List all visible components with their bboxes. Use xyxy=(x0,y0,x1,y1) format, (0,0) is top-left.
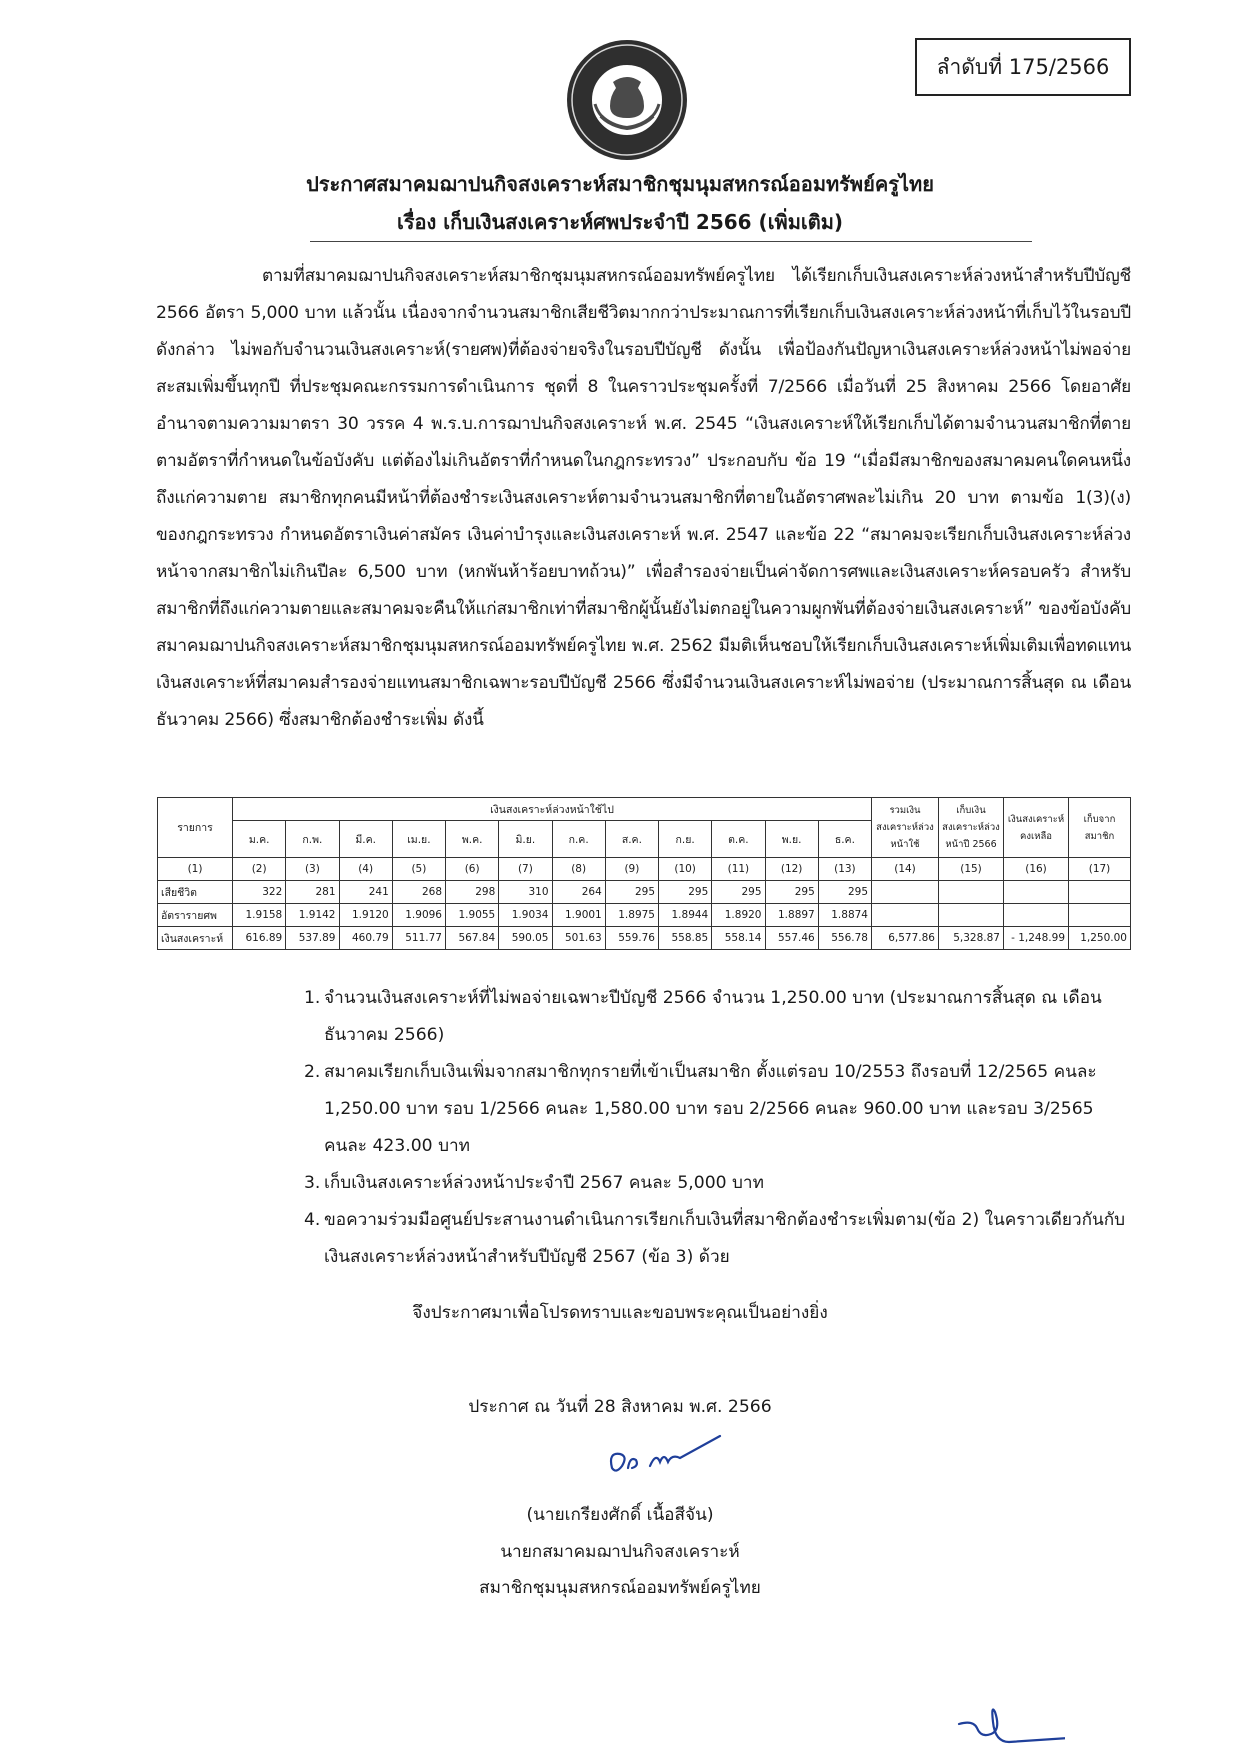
row-label: เสียชีวิต xyxy=(158,881,233,904)
row-value: 460.79 xyxy=(339,927,392,950)
month-header: ก.ค. xyxy=(552,821,605,858)
column-number: (5) xyxy=(392,858,445,881)
row-remaining xyxy=(1004,904,1069,927)
resolution-item xyxy=(296,1165,1136,1202)
row-from-members xyxy=(1069,881,1131,904)
month-header: เม.ย. xyxy=(392,821,445,858)
row-value: 1.8975 xyxy=(605,904,658,927)
month-header: มิ.ย. xyxy=(499,821,552,858)
row-value: 1.8897 xyxy=(765,904,818,927)
row-collected xyxy=(939,904,1004,927)
item-text: จำนวนเงินสงเคราะห์ที่ไม่พอจ่ายเฉพาะปีบัญชี 2566 จำนวน 1,250.00 บาท (ประมาณการสิ้นสุด ณ เดือนธันวาคม 2566) xyxy=(324,988,1102,1045)
row-label: อัตรารายศพ xyxy=(158,904,233,927)
announcement-subject: เรื่อง เก็บเงินสงเคราะห์ศพประจำปี 2566 (เพิ่มเติม) xyxy=(396,210,844,234)
header-total-used: รวมเงินสงเคราะห์ล่วงหน้าใช้ xyxy=(872,798,939,858)
announcement-title: ประกาศสมาคมฌาปนกิจสงเคราะห์สมาชิกชุมนุมสหกรณ์ออมทรัพย์ครูไทย xyxy=(306,172,934,196)
sequence-number: ลำดับที่ 175/2566 xyxy=(936,54,1110,79)
resolution-items xyxy=(296,980,1136,1276)
row-collected xyxy=(939,881,1004,904)
closing-statement: จึงประกาศมาเพื่อโปรดทราบและขอบพระคุณเป็นอย่างยิ่ง xyxy=(412,1303,828,1323)
column-number: (15) xyxy=(939,858,1004,881)
month-header: ธ.ค. xyxy=(818,821,871,858)
header-item: รายการ xyxy=(158,798,233,858)
row-value: 590.05 xyxy=(499,927,552,950)
column-number: (4) xyxy=(339,858,392,881)
row-value: 295 xyxy=(818,881,871,904)
item-number: 2. xyxy=(304,1062,321,1082)
signatory-name: (นายเกรียงศักดิ์ เนื้อสีจัน) xyxy=(526,1505,714,1525)
column-number: (13) xyxy=(818,858,871,881)
body-paragraph: ตามที่สมาคมฌาปนกิจสงเคราะห์สมาชิกชุมนุมสหกรณ์ออมทรัพย์ครูไทย ได้เรียกเก็บเงินสงเคราะห์ล่วงหน้าสำหรับปีบัญชี 2566 อัตรา 5,000 บาท แล้วนั้น เนื่องจากจำนวนสมาชิกเสียชีวิตมากกว่าประมาณการที่เรียกเก็บเงินสงเคราะห์ล่วงหน้าที่เก็บไว้ในรอบปีดังกล่าว ไม่พอกับจำนวนเงินสงเคราะห์(รายศพ)ที่ต้องจ่ายจริงในรอบปีบัญชี ดังนั้น เพื่อป้องกันปัญหาเงินสงเคราะห์ล่วงหน้าไม่พอจ่ายสะสมเพิ่มขึ้นทุกปี ที่ประชุมคณะกรรมการดำเนินการ ชุดที่ 8 ในคราวประชุมครั้งที่ 7/2566 เมื่อวันที่ 25 สิงหาคม 2566 โดยอาศัยอำนาจตามความมาตรา 30 วรรค 4 พ.ร.บ.การฌาปนกิจสงเคราะห์ พ.ศ. 2545 “เงินสงเคราะห์ให้เรียกเก็บได้ตามจำนวนสมาชิกที่ตายตามอัตราที่กำหนดในข้อบังคับ แต่ต้องไม่เกินอัตราที่กำหนดในกฎกระทรวง” ประกอบกับ ข้อ 19 “เมื่อมีสมาชิกของสมาคมคนใดคนหนึ่งถึงแก่ความตาย สมาชิกทุกคนมีหน้าที่ต้องชำระเงินสงเคราะห์ตามจำนวนสมาชิกที่ตายในอัตราศพละไม่เกิน 20 บาท ตามข้อ 1(3)(ง) ของกฎกระทรวง กำหนดอัตราเงินค่าสมัคร เงินค่าบำรุงและเงินสงเคราะห์ พ.ศ. 2547 และข้อ 22 “สมาคมจะเรียกเก็บเงินสงเคราะห์ล่วงหน้าจากสมาชิกไม่เกินปีละ 6,500 บาท (หกพันห้าร้อยบาทถ้วน)” เพื่อสำรองจ่ายเป็นค่าจัดการศพและเงินสงเคราะห์ครอบครัว สำหรับสมาชิกที่ถึงแก่ความตายและสมาคมจะคืนให้แก่สมาชิกเท่าที่สมาชิกผู้นั้นยังไม่ตกอยู่ในความผูกพันที่ต้องจ่ายเงินสงเคราะห์” ของข้อบังคับสมาคมฌาปนกิจสงเคราะห์สมาชิกชุมนุมสหกรณ์ออมทรัพย์ครูไทย พ.ศ. 2562 มีมติเห็นชอบให้เรียกเก็บเงินสงเคราะห์เพิ่มเติมเพื่อทดแทนเงินสงเคราะห์ที่สมาคมสำรองจ่ายแทนสมาชิกเฉพาะรอบปีบัญชี 2566 ซึ่งมีจำนวนเงินสงเคราะห์ไม่พอจ่าย (ประมาณการสิ้นสุด ณ เดือนธันวาคม 2566) ซึ่งสมาชิกต้องชำระเพิ่ม ดังนี้ xyxy=(156,266,1131,730)
header-from-members: เก็บจากสมาชิก xyxy=(1069,798,1131,858)
column-number: (16) xyxy=(1004,858,1069,881)
announcement-date: ประกาศ ณ วันที่ 28 สิงหาคม พ.ศ. 2566 xyxy=(468,1397,772,1417)
column-number: (14) xyxy=(872,858,939,881)
row-value: 322 xyxy=(233,881,286,904)
month-header: ต.ค. xyxy=(712,821,765,858)
row-value: 511.77 xyxy=(392,927,445,950)
month-header: มี.ค. xyxy=(339,821,392,858)
table-header-row xyxy=(158,798,1131,821)
row-value: 1.9120 xyxy=(339,904,392,927)
resolution-item xyxy=(296,1054,1136,1165)
signatory-position: นายกสมาคมฌาปนกิจสงเคราะห์ xyxy=(500,1542,740,1562)
item-number: 3. xyxy=(304,1173,321,1193)
row-value: 1.8944 xyxy=(659,904,712,927)
item-text: ขอความร่วมมือศูนย์ประสานงานดำเนินการเรียกเก็บเงินที่สมาชิกต้องชำระเพิ่มตาม(ข้อ 2) ในคราวเดียวกันกับเงินสงเคราะห์ล่วงหน้าสำหรับปีบัญชี 2567 (ข้อ 3) ด้วย xyxy=(324,1210,1126,1267)
row-value: 556.78 xyxy=(818,927,871,950)
row-value: 1.9158 xyxy=(233,904,286,927)
month-header: พ.ค. xyxy=(446,821,499,858)
table-row xyxy=(158,881,1131,904)
column-number: (1) xyxy=(158,858,233,881)
row-value: 1.9142 xyxy=(286,904,339,927)
table-row xyxy=(158,927,1131,950)
row-value: 298 xyxy=(446,881,499,904)
column-number: (9) xyxy=(605,858,658,881)
row-value: 295 xyxy=(605,881,658,904)
row-collected: 5,328.87 xyxy=(939,927,1004,950)
item-text: สมาคมเรียกเก็บเงินเพิ่มจากสมาชิกทุกรายที่เข้าเป็นสมาชิก ตั้งแต่รอบ 10/2553 ถึงรอบที่ 12/2565 คนละ 1,250.00 บาท รอบ 1/2566 คนละ 1,580.00 บาท รอบ 2/2566 คนละ 960.00 บาท และรอบ 3/2565 คนละ 423.00 บาท xyxy=(324,1062,1097,1156)
row-label: เงินสงเคราะห์ xyxy=(158,927,233,950)
row-value: 1.9096 xyxy=(392,904,445,927)
row-value: 268 xyxy=(392,881,445,904)
row-value: 616.89 xyxy=(233,927,286,950)
column-number: (10) xyxy=(659,858,712,881)
table-column-numbers xyxy=(158,858,1131,881)
row-value: 295 xyxy=(712,881,765,904)
row-value: 501.63 xyxy=(552,927,605,950)
resolution-item xyxy=(296,1202,1136,1276)
column-number: (2) xyxy=(233,858,286,881)
column-number: (12) xyxy=(765,858,818,881)
row-value: 558.85 xyxy=(659,927,712,950)
column-number: (17) xyxy=(1069,858,1131,881)
column-number: (3) xyxy=(286,858,339,881)
signatory-organization: สมาชิกชุมนุมสหกรณ์ออมทรัพย์ครูไทย xyxy=(479,1578,761,1598)
row-value: 241 xyxy=(339,881,392,904)
row-remaining xyxy=(1004,881,1069,904)
header-remaining: เงินสงเคราะห์คงเหลือ xyxy=(1004,798,1069,858)
item-text: เก็บเงินสงเคราะห์ล่วงหน้าประจำปี 2567 คนละ 5,000 บาท xyxy=(324,1173,764,1193)
row-total: 6,577.86 xyxy=(872,927,939,950)
row-value: 1.8874 xyxy=(818,904,871,927)
row-value: 557.46 xyxy=(765,927,818,950)
month-header: ส.ค. xyxy=(605,821,658,858)
row-value: 310 xyxy=(499,881,552,904)
column-number: (8) xyxy=(552,858,605,881)
row-value: 559.76 xyxy=(605,927,658,950)
row-value: 1.9001 xyxy=(552,904,605,927)
row-from-members xyxy=(1069,904,1131,927)
header-advance-used: เงินสงเคราะห์ล่วงหน้าใช้ไป xyxy=(233,798,872,821)
month-header: ก.พ. xyxy=(286,821,339,858)
title-divider xyxy=(310,241,1032,242)
row-value: 295 xyxy=(765,881,818,904)
row-total xyxy=(872,881,939,904)
row-value: 567.84 xyxy=(446,927,499,950)
initials-mark xyxy=(955,1700,1065,1750)
row-value: 1.9034 xyxy=(499,904,552,927)
signature xyxy=(598,1428,738,1488)
row-value: 1.9055 xyxy=(446,904,499,927)
row-value: 1.8920 xyxy=(712,904,765,927)
table-row xyxy=(158,904,1131,927)
sequence-number-box xyxy=(915,38,1131,96)
row-remaining: - 1,248.99 xyxy=(1004,927,1069,950)
resolution-item xyxy=(296,980,1136,1054)
fund-usage-table xyxy=(157,797,1131,950)
month-header: ม.ค. xyxy=(233,821,286,858)
item-number: 4. xyxy=(304,1210,321,1230)
item-number: 1. xyxy=(304,988,321,1008)
association-seal xyxy=(565,38,689,162)
header-collected: เก็บเงินสงเคราะห์ล่วงหน้าปี 2566 xyxy=(939,798,1004,858)
month-header: พ.ย. xyxy=(765,821,818,858)
month-header: ก.ย. xyxy=(659,821,712,858)
column-number: (11) xyxy=(712,858,765,881)
row-value: 281 xyxy=(286,881,339,904)
column-number: (7) xyxy=(499,858,552,881)
row-value: 295 xyxy=(659,881,712,904)
row-value: 537.89 xyxy=(286,927,339,950)
column-number: (6) xyxy=(446,858,499,881)
row-value: 264 xyxy=(552,881,605,904)
row-total xyxy=(872,904,939,927)
row-from-members: 1,250.00 xyxy=(1069,927,1131,950)
row-value: 558.14 xyxy=(712,927,765,950)
